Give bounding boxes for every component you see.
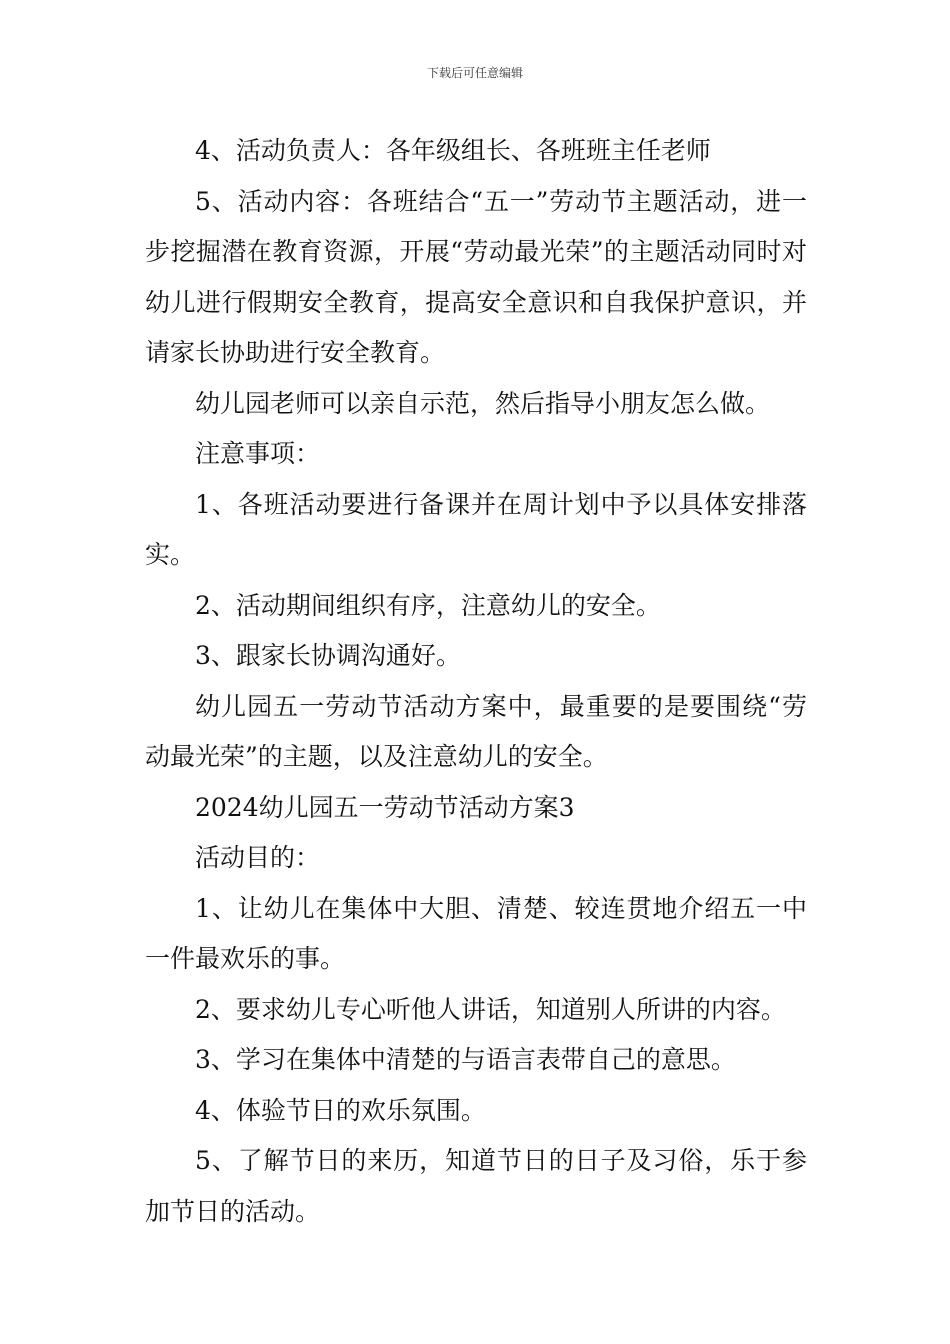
page-header: 下载后可任意编辑 <box>426 66 523 80</box>
paragraph-note-3: 3、跟家长协调沟通好。 <box>195 641 461 670</box>
paragraph-goals-heading: 活动目的： <box>195 843 321 872</box>
paragraph-goal-1: 1、让幼儿在集体中大胆、清楚、较连贯地介绍五一中一件最欢乐的事。 <box>145 893 807 973</box>
paragraph-goal-2: 2、要求幼儿专心听他人讲话，知道别人所讲的内容。 <box>195 994 786 1024</box>
paragraph-goal-5: 5、了解节日的来历，知道节日的日子及习俗，乐于参加节日的活动。 <box>145 1146 807 1226</box>
paragraph-activity-content: 5、活动内容：各班结合“五一”劳动节主题活动，进一步挖掘潜在教育资源，开展“劳动最光荣”的主题活动同时对幼儿进行假期安全教育，提高安全意识和自我保护意识，并请家长协助进行安全教育。 <box>145 186 807 367</box>
paragraph-summary: 幼儿园五一劳动节活动方案中，最重要的是要围绕“劳动最光荣”的主题，以及注意幼儿的安全。 <box>145 691 807 771</box>
paragraph-goal-4: 4、体验节日的欢乐氛围。 <box>195 1095 486 1125</box>
paragraph-note-1: 1、各班活动要进行备课并在周计划中予以具体安排落实。 <box>145 489 807 569</box>
document-body <box>145 126 807 1237</box>
paragraph-notes-heading: 注意事项： <box>195 439 321 468</box>
section-title: 2024幼儿园五一劳动节活动方案3 <box>195 792 575 822</box>
paragraph-goal-3: 3、学习在集体中清楚的与语言表带自己的意思。 <box>195 1045 736 1074</box>
paragraph-responsible-person: 4、活动负责人：各年级组长、各班班主任老师 <box>195 136 711 165</box>
paragraph-teacher-demo: 幼儿园老师可以亲自示范，然后指导小朋友怎么做。 <box>195 388 771 418</box>
paragraph-note-2: 2、活动期间组织有序，注意幼儿的安全。 <box>195 590 661 620</box>
